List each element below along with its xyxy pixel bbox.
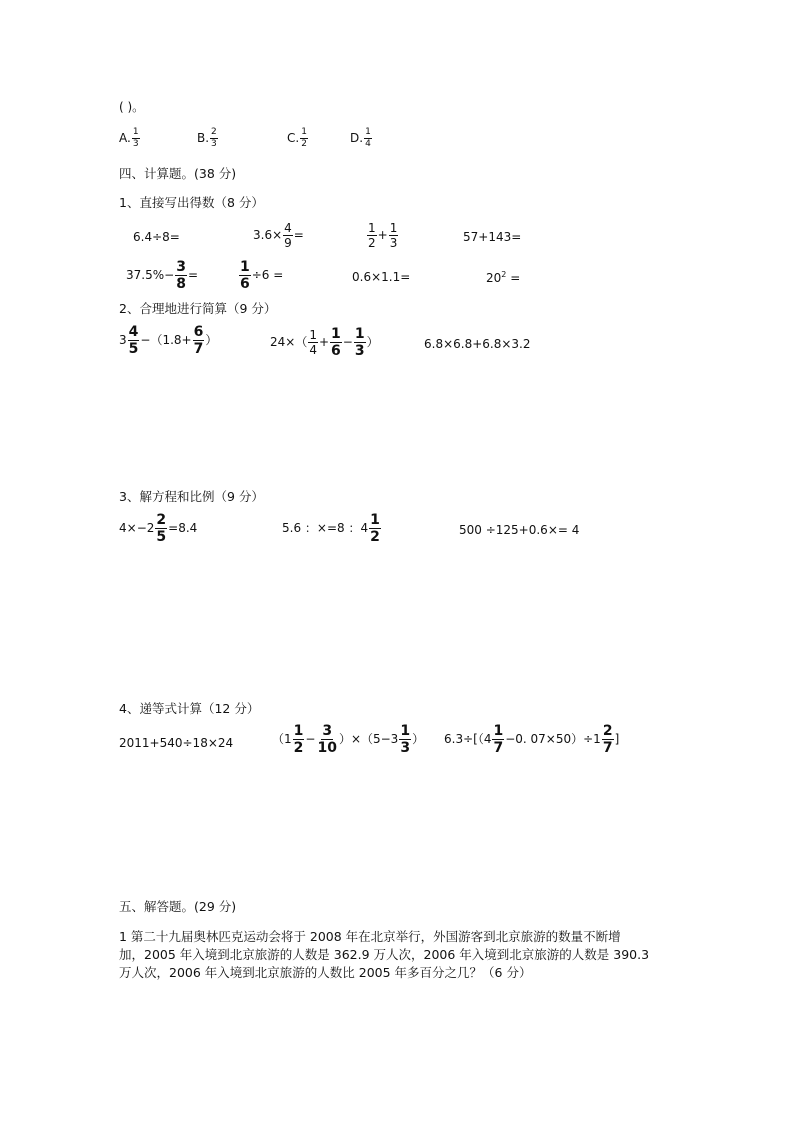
q1-problem: $\frac{1}{2}$ + $\frac{1}{3}$	[368, 221, 398, 250]
q3-equation: 5.6 ：×=8 ：4 $\frac{1}{2}$	[282, 512, 380, 545]
q1-problem: 57+143=	[463, 230, 522, 244]
q4-expression: 2011+540÷18×24	[119, 736, 234, 750]
choice-a[interactable]	[119, 128, 141, 149]
q1-problem: $\frac{1}{6}$ ÷6 =	[240, 259, 284, 292]
q1-title: 1、直接写出得数（8 分）	[119, 195, 264, 210]
q2-expression: 3 $\frac{4}{5}$ −（1.8+ $\frac{6}{7}$ ）	[119, 324, 218, 357]
choice-letter: D.	[350, 131, 364, 145]
fraction: $\frac{2}{7}$	[602, 723, 613, 756]
fraction: $\frac{1}{2}$	[293, 723, 304, 756]
choice-c[interactable]	[287, 128, 309, 149]
fraction: $\frac{1}{2}$	[301, 127, 307, 149]
q3-title: 3、解方程和比例（9 分）	[119, 489, 264, 504]
q1-problem: 37.5%− $\frac{3}{8}$ =	[126, 259, 198, 292]
fraction: $\frac{1}{2}$	[370, 512, 380, 545]
q3-equation: 500 ÷125+0.6×= 4	[459, 523, 580, 537]
fraction: $\frac{1}{3}$	[354, 326, 365, 359]
choice-d[interactable]	[350, 128, 373, 149]
fraction: $\frac{3}{8}$	[176, 259, 186, 292]
section4-title: 四、计算题。(38 分)	[119, 166, 237, 181]
problem-line: 加，2005 年入境到北京旅游的人数是 362.9 万人次，2006 年入境到北京旅游的人数是 390.3	[119, 947, 650, 962]
q1-problem: 0.6×1.1=	[352, 270, 411, 284]
q1-problem: 6.4÷8=	[133, 230, 180, 244]
problem-1	[119, 928, 649, 982]
choice-letter: A.	[119, 131, 131, 145]
fraction: $\frac{1}{7}$	[493, 723, 504, 756]
choice-letter: B.	[197, 131, 210, 145]
problem-line: 1 第二十九届奥林匹克运动会将于 2008 年在北京举行，外国游客到北京旅游的数量不断增	[119, 929, 621, 944]
fraction: $\frac{1}{6}$	[331, 326, 341, 359]
q2-title: 2、合理地进行简算（9 分）	[119, 301, 277, 316]
fraction: $\frac{1}{3}$	[400, 723, 411, 756]
q3-equation: 4×−2 $\frac{2}{5}$ =8.4	[119, 512, 198, 545]
fraction: $\frac{2}{3}$	[211, 127, 217, 149]
q2-expression: 24×（ $\frac{1}{4}$ + $\frac{1}{6}$ − $\frac{1}{3}$ ）	[270, 326, 379, 359]
choice-b[interactable]	[197, 128, 219, 149]
fraction: $\frac{1}{6}$	[240, 259, 250, 292]
fraction: $\frac{1}{3}$	[389, 221, 398, 250]
fraction: $\frac{1}{2}$	[368, 221, 376, 250]
q1-problem: 3.6× $\frac{4}{9}$ =	[253, 221, 304, 250]
fraction: $\frac{2}{5}$	[156, 512, 167, 545]
fraction: $\frac{6}{7}$	[193, 324, 204, 357]
fraction: $\frac{1}{3}$	[132, 127, 139, 149]
choice-letter: C.	[287, 131, 300, 145]
fraction: $\frac{3}{10}$	[317, 723, 337, 756]
q4-expression: 6.3÷[（4 $\frac{1}{7}$ −0. 07×50）÷1 $\frac{2}{7}$ ]	[444, 723, 620, 756]
fraction: $\frac{4}{9}$	[284, 221, 292, 250]
q4-expression: （1 $\frac{1}{2}$ − $\frac{3}{10}$ ）×（5−3 $\frac{1}{3}$ ）	[272, 723, 425, 756]
q4-title: 4、递等式计算（12 分）	[119, 701, 260, 716]
section5-title: 五、解答题。(29 分)	[119, 899, 237, 914]
choice-stem: ( )。	[119, 100, 145, 114]
fraction: $\frac{1}{4}$	[309, 328, 317, 357]
fraction: $\frac{4}{5}$	[128, 324, 139, 357]
q1-problem: $20^2$ =	[486, 270, 521, 285]
fraction: $\frac{1}{4}$	[365, 127, 371, 149]
q2-expression: 6.8×6.8+6.8×3.2	[424, 337, 531, 351]
problem-line: 万人次，2006 年入境到北京旅游的人数比 2005 年多百分之几？（6 分）	[119, 965, 532, 980]
